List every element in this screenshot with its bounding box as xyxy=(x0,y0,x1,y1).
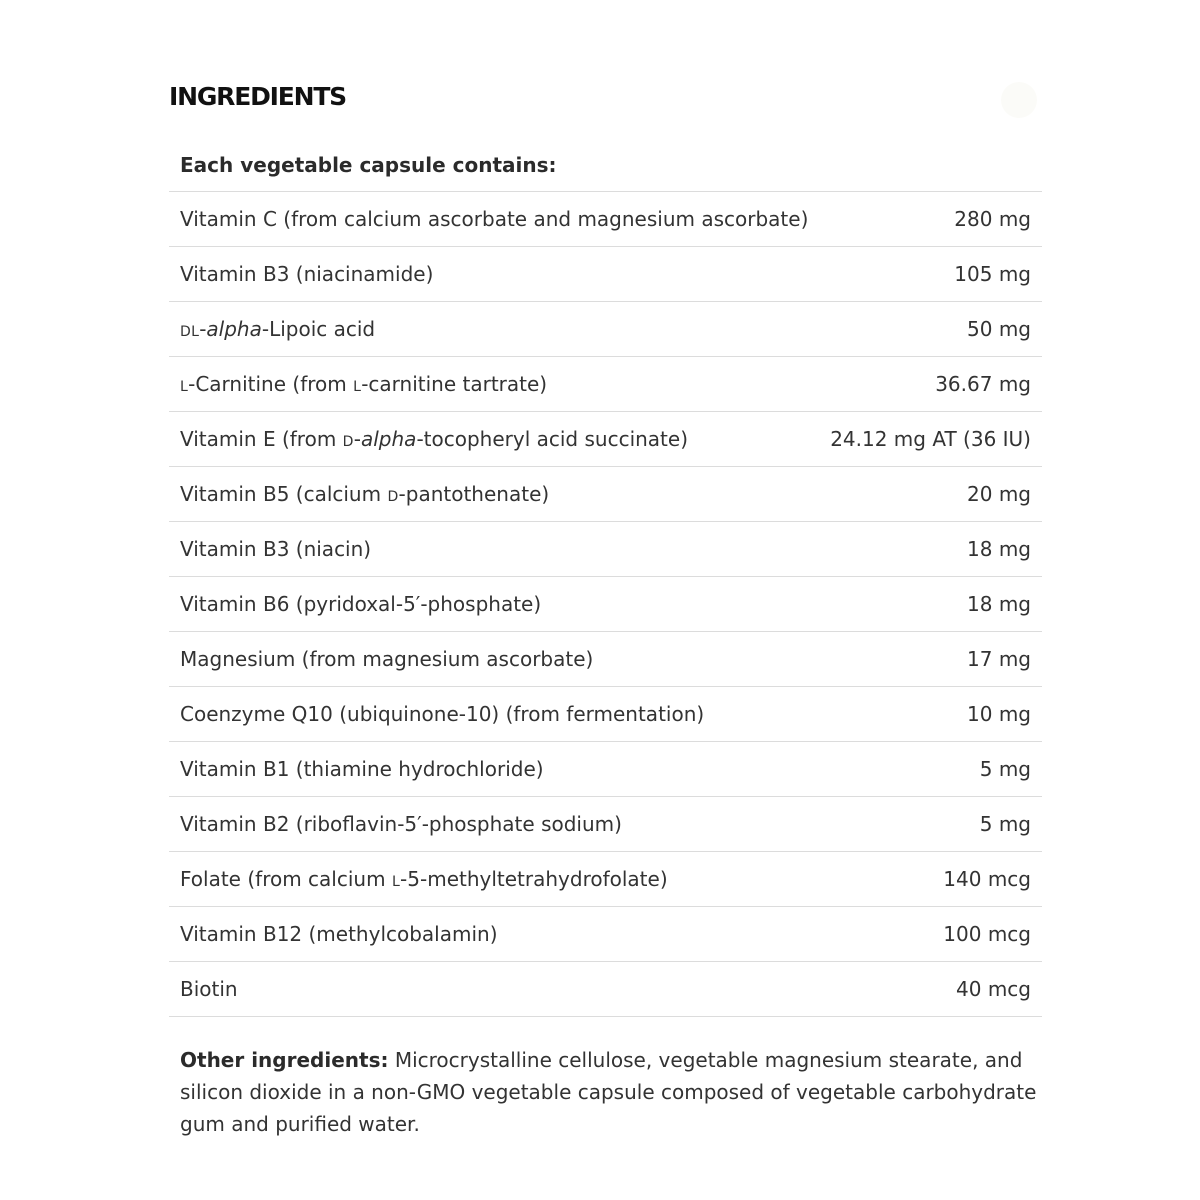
ingredient-name: Vitamin B5 (calcium D-pantothenate) xyxy=(180,482,550,506)
table-row xyxy=(169,852,1042,907)
ingredient-amount: 140 mcg xyxy=(943,867,1031,891)
ingredient-name: Vitamin B6 (pyridoxal-5′-phosphate) xyxy=(180,592,542,616)
ingredient-amount: 50 mg xyxy=(967,317,1031,341)
ingredient-amount: 18 mg xyxy=(967,537,1031,561)
ingredient-name: Vitamin E (from D-alpha-tocopheryl acid succinate) xyxy=(180,427,688,451)
table-row xyxy=(169,907,1042,962)
ingredient-name: Coenzyme Q10 (ubiquinone-10) (from fermentation) xyxy=(180,702,705,726)
table-row xyxy=(169,962,1042,1017)
ingredient-name: Magnesium (from magnesium ascorbate) xyxy=(180,647,594,671)
table-row xyxy=(169,247,1042,302)
ingredient-amount: 18 mg xyxy=(967,592,1031,616)
ingredient-amount: 105 mg xyxy=(954,262,1031,286)
table-row xyxy=(169,797,1042,852)
ingredient-rows xyxy=(169,192,1042,1017)
ingredient-amount: 17 mg xyxy=(967,647,1031,671)
table-row xyxy=(169,577,1042,632)
table-row xyxy=(169,687,1042,742)
ingredient-name: Folate (from calcium L-5-methyltetrahydrofolate) xyxy=(180,867,668,891)
table-row xyxy=(169,357,1042,412)
table-row xyxy=(169,632,1042,687)
ingredient-name: DL-alpha-Lipoic acid xyxy=(180,317,376,341)
ingredient-name: Vitamin B1 (thiamine hydrochloride) xyxy=(180,757,544,781)
table-row xyxy=(169,412,1042,467)
table-row xyxy=(169,742,1042,797)
ingredient-amount: 280 mg xyxy=(954,207,1031,231)
ingredient-amount: 40 mcg xyxy=(956,977,1031,1001)
other-ingredients-label: Other ingredients: xyxy=(180,1048,389,1072)
ingredient-amount: 10 mg xyxy=(967,702,1031,726)
table-intro: Each vegetable capsule contains: xyxy=(169,138,1042,192)
table-row xyxy=(169,302,1042,357)
ingredient-amount: 24.12 mg AT (36 IU) xyxy=(830,427,1031,451)
table-row xyxy=(169,522,1042,577)
ingredient-name: Vitamin C (from calcium ascorbate and magnesium ascorbate) xyxy=(180,207,809,231)
ingredient-name: Vitamin B12 (methylcobalamin) xyxy=(180,922,498,946)
table-row xyxy=(169,467,1042,522)
ingredient-name: Vitamin B3 (niacinamide) xyxy=(180,262,434,286)
ingredient-amount: 5 mg xyxy=(979,757,1031,781)
ingredient-name: L-Carnitine (from L-carnitine tartrate) xyxy=(180,372,548,396)
decorative-dot xyxy=(1001,82,1037,118)
ingredients-table xyxy=(169,138,1042,1017)
ingredient-name: Biotin xyxy=(180,977,238,1001)
ingredient-amount: 20 mg xyxy=(967,482,1031,506)
other-ingredients-text: Microcrystalline cellulose, vegetable magnesium stearate, and silicon dioxide in a non-GMO vegetable capsule composed of vegetable carbohydrate gum and purified water. xyxy=(180,1048,1037,1136)
ingredient-amount: 5 mg xyxy=(979,812,1031,836)
ingredient-name: Vitamin B3 (niacin) xyxy=(180,537,372,561)
ingredient-amount: 100 mcg xyxy=(943,922,1031,946)
other-ingredients xyxy=(180,1044,1040,1140)
ingredient-amount: 36.67 mg xyxy=(935,372,1031,396)
section-title: INGREDIENTS xyxy=(169,82,346,111)
ingredient-name: Vitamin B2 (riboflavin-5′-phosphate sodium) xyxy=(180,812,622,836)
table-row xyxy=(169,192,1042,247)
